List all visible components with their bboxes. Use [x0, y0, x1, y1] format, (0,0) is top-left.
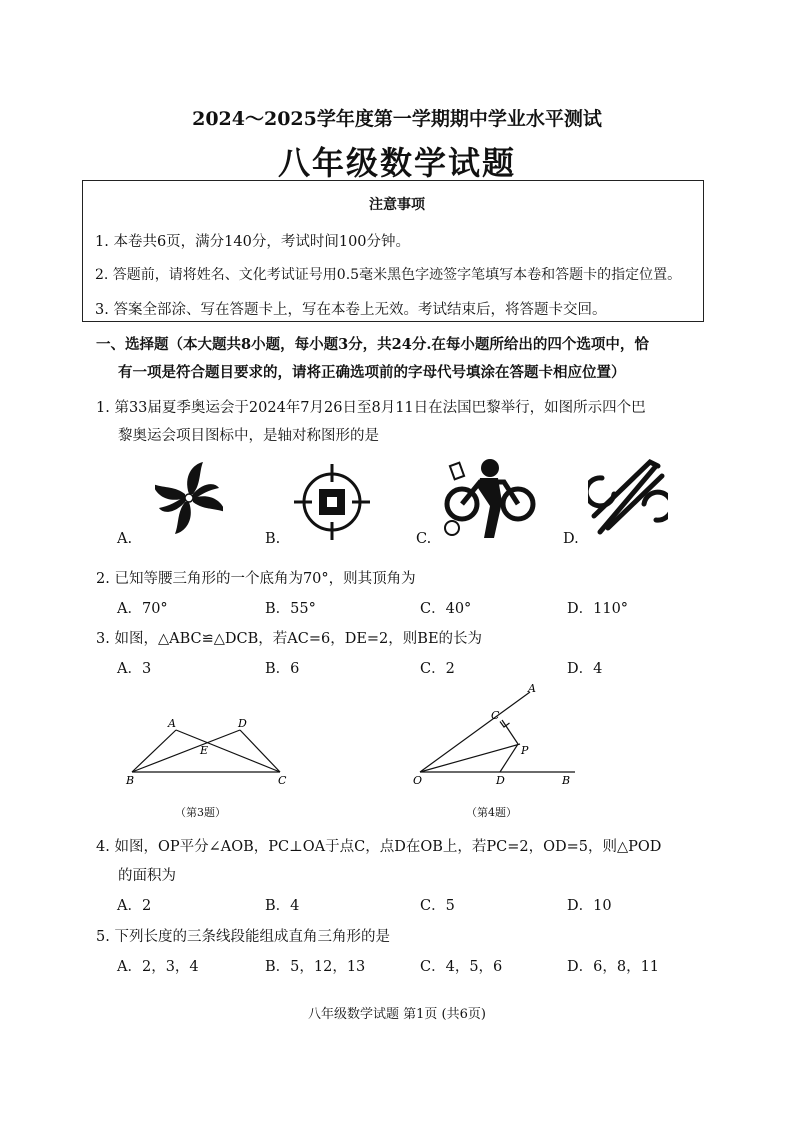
fig4-label-p: P: [521, 744, 529, 757]
q2-stem: 2. 已知等腰三角形的一个底角为70°，则其顶角为: [96, 571, 416, 587]
fig3-label-e: E: [200, 744, 209, 757]
q5-option-c[interactable]: C．4，5，6: [420, 959, 503, 975]
q3-stem: 3. 如图，△ABC≌△DCB，若AC=6，DE=2，则BE的长为: [96, 631, 483, 647]
q1-option-d[interactable]: D.: [563, 531, 579, 547]
figure-4-caption: （第4题）: [466, 806, 517, 819]
notice-item-1: 1. 本卷共6页，满分140分，考试时间100分钟。: [95, 234, 411, 250]
q1-option-a[interactable]: A.: [117, 531, 133, 547]
q2-option-c[interactable]: C．40°: [420, 601, 472, 617]
fig4-label-d: D: [496, 774, 505, 787]
fig3-label-d: D: [238, 717, 247, 730]
q5-stem: 5. 下列长度的三条线段能组成直角三角形的是: [96, 929, 390, 945]
pinwheel-icon: [155, 456, 223, 540]
fig3-label-b: B: [126, 774, 135, 787]
q4-option-c[interactable]: C．5: [420, 898, 455, 914]
fig4-label-c: C: [491, 709, 500, 722]
fig4-label-b: B: [562, 774, 571, 787]
q3-option-b[interactable]: B．6: [265, 661, 300, 677]
section1-line2: 有一项是符合题目要求的，请将正确选项前的字母代号填涂在答题卡相应位置）: [118, 364, 626, 381]
q5-option-d[interactable]: D．6，8，11: [567, 959, 660, 975]
fig3-label-a: A: [168, 717, 176, 730]
q2-option-b[interactable]: B．55°: [265, 601, 316, 617]
figure-3-diagram: [120, 710, 300, 790]
notice-item-2: 2. 答题前，请将姓名、文化考试证号用0.5毫米黑色字迹签字笔填写本卷和答题卡的指定位置。: [95, 267, 682, 283]
notice-title: 注意事项: [369, 197, 425, 213]
cycling-icon: [440, 458, 538, 544]
notice-item-3: 3. 答案全部涂、写在答题卡上，写在本卷上无效。考试结束后，将答题卡交回。: [95, 302, 607, 318]
subject-title: 八年级数学试题: [277, 144, 516, 182]
page-footer: 八年级数学试题 第1页 (共6页): [308, 1007, 486, 1022]
q3-option-a[interactable]: A．3: [117, 661, 152, 677]
q5-option-b[interactable]: B．5，12，13: [265, 959, 366, 975]
q4-option-d[interactable]: D．10: [567, 898, 612, 914]
q1-stem-line2: 黎奥运会项目图标中，是轴对称图形的是: [118, 428, 379, 444]
q5-option-a[interactable]: A．2，3，4: [117, 959, 199, 975]
q4-stem-line1: 4. 如图，OP平分∠AOB，PC⊥OA于点C，点D在OB上，若PC=2，OD=5，则△POD: [96, 839, 662, 855]
figure-3-caption: （第3题）: [175, 806, 226, 819]
target-icon: [292, 462, 372, 542]
q3-option-d[interactable]: D．4: [567, 661, 603, 677]
fig4-label-o: O: [413, 774, 423, 787]
q1-stem-line1: 1. 第33届夏季奥运会于2024年7月26日至8月11日在法国巴黎举行，如图所示四个巴: [96, 400, 646, 416]
q3-option-c[interactable]: C．2: [420, 661, 455, 677]
exam-title: 2024～2025学年度第一学期期中学业水平测试: [192, 108, 602, 130]
q4-option-a[interactable]: A．2: [117, 898, 152, 914]
q4-stem-line2: 的面积为: [118, 868, 176, 884]
fig3-label-c: C: [278, 774, 287, 787]
q2-option-a[interactable]: A．70°: [117, 601, 168, 617]
q1-option-c[interactable]: C.: [416, 531, 432, 547]
skateboard-icon: [588, 458, 668, 540]
fig4-label-a: A: [528, 682, 536, 695]
figure-4-diagram: [410, 682, 590, 792]
section1-line1: 一、选择题（本大题共8小题，每小题3分，共24分.在每小题所给出的四个选项中，恰: [96, 336, 649, 353]
q1-option-b[interactable]: B.: [265, 531, 281, 547]
q2-option-d[interactable]: D．110°: [567, 601, 629, 617]
q4-option-b[interactable]: B．4: [265, 898, 300, 914]
